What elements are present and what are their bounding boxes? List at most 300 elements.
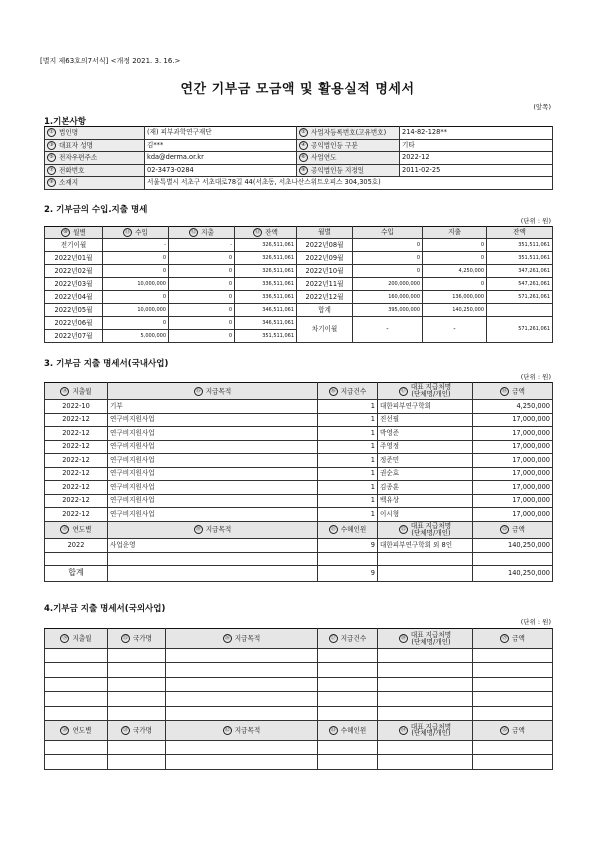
blank-cell: [318, 740, 378, 754]
col-header-4-lines: [411, 523, 451, 537]
info-label: [297, 139, 400, 152]
amount: 140,250,000: [473, 538, 553, 552]
income-cell: 5,000,000: [103, 330, 169, 343]
blank-cell: [473, 552, 553, 565]
col-header-2-text: 국가명: [132, 726, 153, 735]
item-number-marker: ㉘: [400, 635, 406, 641]
info-label-text: 대표자 성명: [59, 141, 93, 150]
section3-heading: 3. 기부금 지출 명세서(국내사업): [44, 359, 169, 369]
month-cell: 2022년07월: [45, 330, 103, 343]
total-label: 합계: [45, 565, 108, 581]
info-label: [45, 164, 145, 177]
section2-heading: 2. 기부금의 수입.지출 명세: [44, 205, 148, 215]
expense-month: 2022-12: [45, 467, 108, 481]
carry-over-income: -: [353, 317, 423, 343]
col-header-4-wrap: [380, 523, 470, 537]
info-label-text: 사업자등록번호(고유번호): [311, 128, 387, 137]
item-number-marker: ㉖: [224, 635, 230, 641]
count: 1: [318, 481, 378, 495]
blank-cell: [318, 692, 378, 706]
amount: 17,000,000: [473, 508, 553, 522]
form-reference: [별지 제63호의7서식] <개정 2021. 3. 16.>: [40, 57, 181, 65]
item-number-marker: ㉝: [330, 726, 336, 733]
balance-cell: 347,261,061: [487, 265, 553, 278]
page-title: 연간 기부금 모금액 및 활용실적 명세서: [180, 82, 415, 97]
count: 1: [318, 467, 378, 481]
page-note: (앞쪽): [533, 103, 551, 111]
blank-cell: [378, 663, 473, 677]
blank-cell: [473, 740, 553, 754]
col-header-4-wrap: [380, 384, 470, 398]
item-number-marker: ⑩: [61, 228, 70, 237]
domestic-row: [45, 400, 553, 414]
col-header-6-text: 금액: [512, 726, 525, 735]
amount: 17,000,000: [473, 494, 553, 508]
col-header-1: [45, 383, 108, 400]
item-number-marker: ㉟: [502, 726, 508, 733]
basic-info-table: [44, 126, 553, 190]
blank-cell: [45, 692, 108, 706]
domestic-row: [45, 427, 553, 441]
info-label-text: 전화번호: [59, 166, 85, 175]
item-number-marker: ⑫: [191, 229, 197, 235]
info-label-text: 공익법인등 구분: [311, 141, 358, 150]
col-header-4-text: 지급건수: [340, 634, 367, 643]
balance-cell: 336,511,061: [235, 278, 297, 291]
section2-unit: (단위 : 원): [520, 217, 551, 225]
blank-cell: [108, 740, 166, 754]
purpose: 연구비지원사업: [108, 440, 318, 454]
month-cell: 2022년08월: [297, 239, 353, 252]
item-number-marker: ⑬: [255, 229, 261, 235]
domestic-row: [45, 494, 553, 508]
expense-header-text: 지출: [201, 228, 214, 237]
blank-cell: [318, 706, 378, 720]
col-header-1-text: 지출월: [72, 387, 92, 395]
balance-header: [235, 227, 297, 239]
count: 1: [318, 440, 378, 454]
col-header-5: [473, 383, 553, 400]
info-value: 기타: [400, 139, 553, 152]
item-number-marker: ㉓: [502, 526, 508, 532]
month-cell: 2022년03월: [45, 278, 103, 291]
blank-cell: [473, 677, 553, 691]
basic-info-row: [45, 139, 553, 152]
amount: 17,000,000: [473, 440, 553, 454]
expense-cell: 0: [169, 278, 235, 291]
col-header-5-lines: [411, 632, 451, 646]
col-header-1: [45, 521, 108, 538]
expense-cell: 0: [169, 304, 235, 317]
amount: 17,000,000: [473, 413, 553, 427]
col-header-4-line2: (단체명/개인): [411, 528, 451, 537]
expense-cell: -: [169, 239, 235, 252]
col-header-3-text: 지급목적: [234, 726, 261, 735]
expense-month: 2022-10: [45, 400, 108, 414]
domestic-row: [45, 481, 553, 495]
overseas-expense-table: [44, 628, 553, 770]
blank-cell: [108, 649, 166, 663]
info-label: [297, 164, 400, 177]
income-expense-row: [45, 239, 553, 252]
recipient: 김종훈: [378, 481, 473, 495]
item-number-marker: ㉗: [330, 635, 336, 641]
income-expense-row: [45, 278, 553, 291]
blank-row: [45, 663, 553, 677]
balance-cell: [487, 304, 553, 317]
balance-cell: 326,511,061: [235, 252, 297, 265]
col-header-3-text: 수혜인원: [340, 525, 367, 534]
blank-cell: [318, 663, 378, 677]
carry-over-expense: -: [423, 317, 487, 343]
col-header-5-line2: (단체명/개인): [411, 729, 451, 738]
purpose: 사업운영: [108, 538, 318, 552]
col-header-2-text: 지급목적: [205, 525, 232, 534]
total-amount: 140,250,000: [473, 565, 553, 581]
col-header-2: [108, 720, 166, 740]
col-header-4-text: 수혜인원: [340, 726, 367, 735]
expense-cell: 0: [169, 265, 235, 278]
item-number-marker: ⑦: [47, 166, 56, 175]
blank-cell: [108, 755, 166, 769]
income-header: [103, 227, 169, 239]
item-number-marker: ㉛: [122, 726, 128, 733]
info-label-text: 사업연도: [311, 153, 337, 162]
beneficiaries: 9: [318, 538, 378, 552]
income-expense-row: [45, 317, 553, 330]
section4-heading: 4.기부금 지출 명세서(국외사업): [44, 604, 166, 614]
blank-cell: [378, 649, 473, 663]
col-header-5-line1: 대표 지급처명: [410, 630, 452, 639]
count: 1: [318, 427, 378, 441]
blank-row: [45, 740, 553, 754]
overseas-annual-header: [45, 720, 553, 740]
blank-cell: [378, 692, 473, 706]
domestic-annual-header: [45, 521, 553, 538]
blank-row: [45, 706, 553, 720]
col-header-5-wrap: [380, 632, 470, 646]
col-header-5: [473, 521, 553, 538]
balance-cell: 326,511,061: [235, 239, 297, 252]
blank-cell: [378, 565, 473, 581]
info-label: [297, 127, 400, 140]
col-header-5-text: 금액: [512, 525, 525, 534]
month-header: [45, 227, 103, 239]
col-header-4: [318, 720, 378, 740]
blank-row: [45, 755, 553, 769]
info-label: [45, 152, 145, 165]
address-value: 서울특별시 서초구 서초대로78길 44(서초동, 서초나산스위트오피스 304,305호): [145, 177, 553, 190]
col-header-3: [166, 629, 318, 649]
info-label-text: 전자우편주소: [59, 153, 98, 162]
domestic-row: [45, 467, 553, 481]
blank-cell: [378, 677, 473, 691]
blank-cell: [166, 755, 318, 769]
col-header-5: [378, 720, 473, 740]
purpose: 연구비지원사업: [108, 467, 318, 481]
year: 2022: [45, 538, 108, 552]
expense-header-2: 지출: [423, 227, 487, 239]
income-expense-row: [45, 265, 553, 278]
domestic-row: [45, 454, 553, 468]
count: 1: [318, 400, 378, 414]
amount: 17,000,000: [473, 467, 553, 481]
item-number-marker: ㉙: [502, 635, 508, 641]
income-cell: 0: [103, 317, 169, 330]
balance-cell: 326,511,061: [235, 265, 297, 278]
expense-cell: 0: [169, 330, 235, 343]
item-number-marker: ②: [299, 128, 308, 137]
blank-cell: [108, 706, 166, 720]
expense-cell: 4,250,000: [423, 265, 487, 278]
blank-cell: [473, 663, 553, 677]
purpose: 연구비지원사업: [108, 508, 318, 522]
income-header-text: 수입: [135, 228, 148, 237]
income-cell: 0: [353, 252, 423, 265]
balance-header-2: 잔액: [487, 227, 553, 239]
recipient: 권순효: [378, 467, 473, 481]
recipient: 대한피부연구학회 외 8인: [378, 538, 473, 552]
amount: 4,250,000: [473, 400, 553, 414]
blank-cell: [45, 706, 108, 720]
purpose: 연구비지원사업: [108, 494, 318, 508]
item-number-marker: ⑨: [47, 178, 56, 187]
item-number-marker: ㉑: [330, 526, 336, 532]
count: 1: [318, 454, 378, 468]
income-cell: 0: [103, 252, 169, 265]
month-cell: 2022년02월: [45, 265, 103, 278]
balance-cell: 571,261,061: [487, 291, 553, 304]
address-row: [45, 177, 553, 190]
purpose: 연구비지원사업: [108, 413, 318, 427]
total-count: 9: [318, 565, 378, 581]
info-value: 02-3473-0284: [145, 164, 297, 177]
expense-cell: 0: [423, 252, 487, 265]
balance-cell: 336,511,061: [235, 291, 297, 304]
month-cell: 전기이월: [45, 239, 103, 252]
col-header-2: [108, 383, 318, 400]
item-number-marker: ⑰: [400, 387, 406, 394]
count: 1: [318, 508, 378, 522]
blank-cell: [45, 552, 108, 565]
purpose: 연구비지원사업: [108, 481, 318, 495]
item-number-marker: ㉞: [400, 726, 406, 733]
item-number-marker: ⑪: [125, 229, 131, 235]
income-cell: 0: [353, 239, 423, 252]
item-number-marker: ⑥: [299, 153, 308, 162]
balance-header-text: 잔액: [265, 228, 278, 237]
blank-cell: [318, 552, 378, 565]
col-header-5-line1: 대표 지급처명: [410, 722, 452, 731]
month-cell: 2022년06월: [45, 317, 103, 330]
blank-cell: [318, 649, 378, 663]
col-header-1-text: 연도별: [72, 726, 92, 735]
item-number-marker: ㉒: [400, 526, 406, 532]
section3-unit: (단위 : 원): [520, 373, 551, 381]
blank-cell: [108, 692, 166, 706]
recipient: 정준민: [378, 454, 473, 468]
col-header-2-text: 국가명: [132, 634, 153, 643]
blank-cell: [45, 649, 108, 663]
balance-cell: 351,511,061: [487, 239, 553, 252]
expense-cell: 0: [169, 252, 235, 265]
item-number-marker: ⑮: [195, 387, 201, 394]
balance-cell: 351,511,061: [487, 252, 553, 265]
month-cell: 2022년05월: [45, 304, 103, 317]
blank-cell: [108, 552, 318, 565]
income-expense-table: [44, 226, 553, 343]
info-value: 214-82-128**: [400, 127, 553, 140]
col-header-3: [166, 720, 318, 740]
month-header-text: 월별: [73, 228, 86, 237]
domestic-header: [45, 383, 553, 400]
blank-cell: [108, 677, 166, 691]
item-number-marker: ①: [47, 128, 56, 137]
col-header-5-wrap: [380, 724, 470, 738]
balance-cell: 351,511,061: [235, 330, 297, 343]
income-expense-row: [45, 291, 553, 304]
blank-cell: [473, 706, 553, 720]
info-label: [45, 127, 145, 140]
month-cell: 2022년09월: [297, 252, 353, 265]
carry-over-balance: 571,261,061: [487, 317, 553, 343]
item-number-marker: ⑧: [299, 166, 308, 175]
domestic-expense-table: [44, 382, 553, 582]
income-cell: -: [103, 239, 169, 252]
blank-cell: [318, 677, 378, 691]
expense-cell: 140,250,000: [423, 304, 487, 317]
income-cell: 0: [353, 265, 423, 278]
expense-cell: 0: [169, 291, 235, 304]
col-header-4-line1: 대표 지급처명: [410, 383, 452, 392]
col-header-4: [318, 629, 378, 649]
expense-month: 2022-12: [45, 440, 108, 454]
blank-cell: [318, 755, 378, 769]
recipient: 주영정: [378, 440, 473, 454]
info-value: 김***: [145, 139, 297, 152]
item-number-marker: ③: [47, 141, 56, 150]
col-header-6: [473, 720, 553, 740]
col-header-5-lines: [411, 724, 451, 738]
blank-cell: [473, 755, 553, 769]
blank-cell: [45, 677, 108, 691]
col-header-6: [473, 629, 553, 649]
purpose: 연구비지원사업: [108, 427, 318, 441]
blank-cell: [108, 663, 166, 677]
col-header-4-line2: (단체명/개인): [411, 390, 451, 398]
amount: 17,000,000: [473, 454, 553, 468]
item-number-marker: ⑱: [502, 387, 508, 394]
month-cell: 2022년12월: [297, 291, 353, 304]
expense-month: 2022-12: [45, 508, 108, 522]
annual-row: [45, 538, 553, 552]
recipient: 이시형: [378, 508, 473, 522]
blank-cell: [378, 706, 473, 720]
recipient: 박영준: [378, 427, 473, 441]
col-header-3: [318, 383, 378, 400]
item-number-marker: ㉜: [224, 726, 230, 733]
blank-cell: [378, 552, 473, 565]
purpose: 기부: [108, 400, 318, 414]
item-number-marker: ㉕: [122, 635, 128, 641]
blank-cell: [378, 755, 473, 769]
income-cell: 0: [103, 291, 169, 304]
item-number-marker: ⑤: [47, 153, 56, 162]
expense-cell: 0: [423, 239, 487, 252]
item-number-marker: ⑲: [62, 526, 68, 532]
blank-row: [45, 649, 553, 663]
domestic-row: [45, 413, 553, 427]
col-header-1-text: 지출월: [72, 634, 92, 643]
blank-cell: [45, 740, 108, 754]
blank-cell: [166, 649, 318, 663]
overseas-header: [45, 629, 553, 649]
info-value: kda@derma.or.kr: [145, 152, 297, 165]
address-label-text: 소재지: [59, 178, 79, 187]
info-label: [297, 152, 400, 165]
blank-row: [45, 677, 553, 691]
blank-cell: [378, 740, 473, 754]
col-header-1: [45, 720, 108, 740]
section1-heading: 1.기본사항: [44, 117, 86, 127]
info-label-text: 공익법인등 지정일: [311, 166, 365, 175]
expense-month: 2022-12: [45, 454, 108, 468]
balance-cell: 547,261,061: [487, 278, 553, 291]
item-number-marker: ㉚: [62, 726, 68, 733]
blank-cell: [166, 663, 318, 677]
blank-row: [45, 552, 553, 565]
info-label-text: 법인명: [59, 128, 79, 137]
blank-cell: [45, 663, 108, 677]
blank-cell: [166, 706, 318, 720]
expense-cell: 0: [169, 317, 235, 330]
recipient: 백유상: [378, 494, 473, 508]
info-label: [45, 139, 145, 152]
carry-over-label: 차기이월: [297, 317, 353, 343]
item-number-marker: ⑳: [195, 526, 201, 532]
col-header-2-text: 지급목적: [205, 387, 232, 395]
month-cell: 2022년11월: [297, 278, 353, 291]
amount: 17,000,000: [473, 427, 553, 441]
income-cell: 0: [103, 265, 169, 278]
income-cell: 395,000,000: [353, 304, 423, 317]
income-expense-row: [45, 252, 553, 265]
count: 1: [318, 494, 378, 508]
expense-month: 2022-12: [45, 494, 108, 508]
col-header-4: [378, 383, 473, 400]
info-value: 2022-12: [400, 152, 553, 165]
blank-row: [45, 692, 553, 706]
blank-cell: [473, 692, 553, 706]
count: 1: [318, 413, 378, 427]
expense-cell: 136,000,000: [423, 291, 487, 304]
col-header-2: [108, 521, 318, 538]
blank-cell: [45, 755, 108, 769]
blank-cell: [166, 692, 318, 706]
col-header-5-line2: (단체명/개인): [411, 637, 451, 646]
col-header-5-text: 금액: [512, 387, 525, 395]
item-number-marker: ⑯: [330, 387, 336, 394]
income-expense-row: [45, 304, 553, 317]
month-cell: 2022년10월: [297, 265, 353, 278]
blank-cell: [166, 740, 318, 754]
basic-info-row: [45, 164, 553, 177]
col-header-3-text: 지급목적: [234, 634, 261, 643]
col-header-5: [378, 629, 473, 649]
col-header-1: [45, 629, 108, 649]
basic-info-row: [45, 152, 553, 165]
expense-month: 2022-12: [45, 413, 108, 427]
